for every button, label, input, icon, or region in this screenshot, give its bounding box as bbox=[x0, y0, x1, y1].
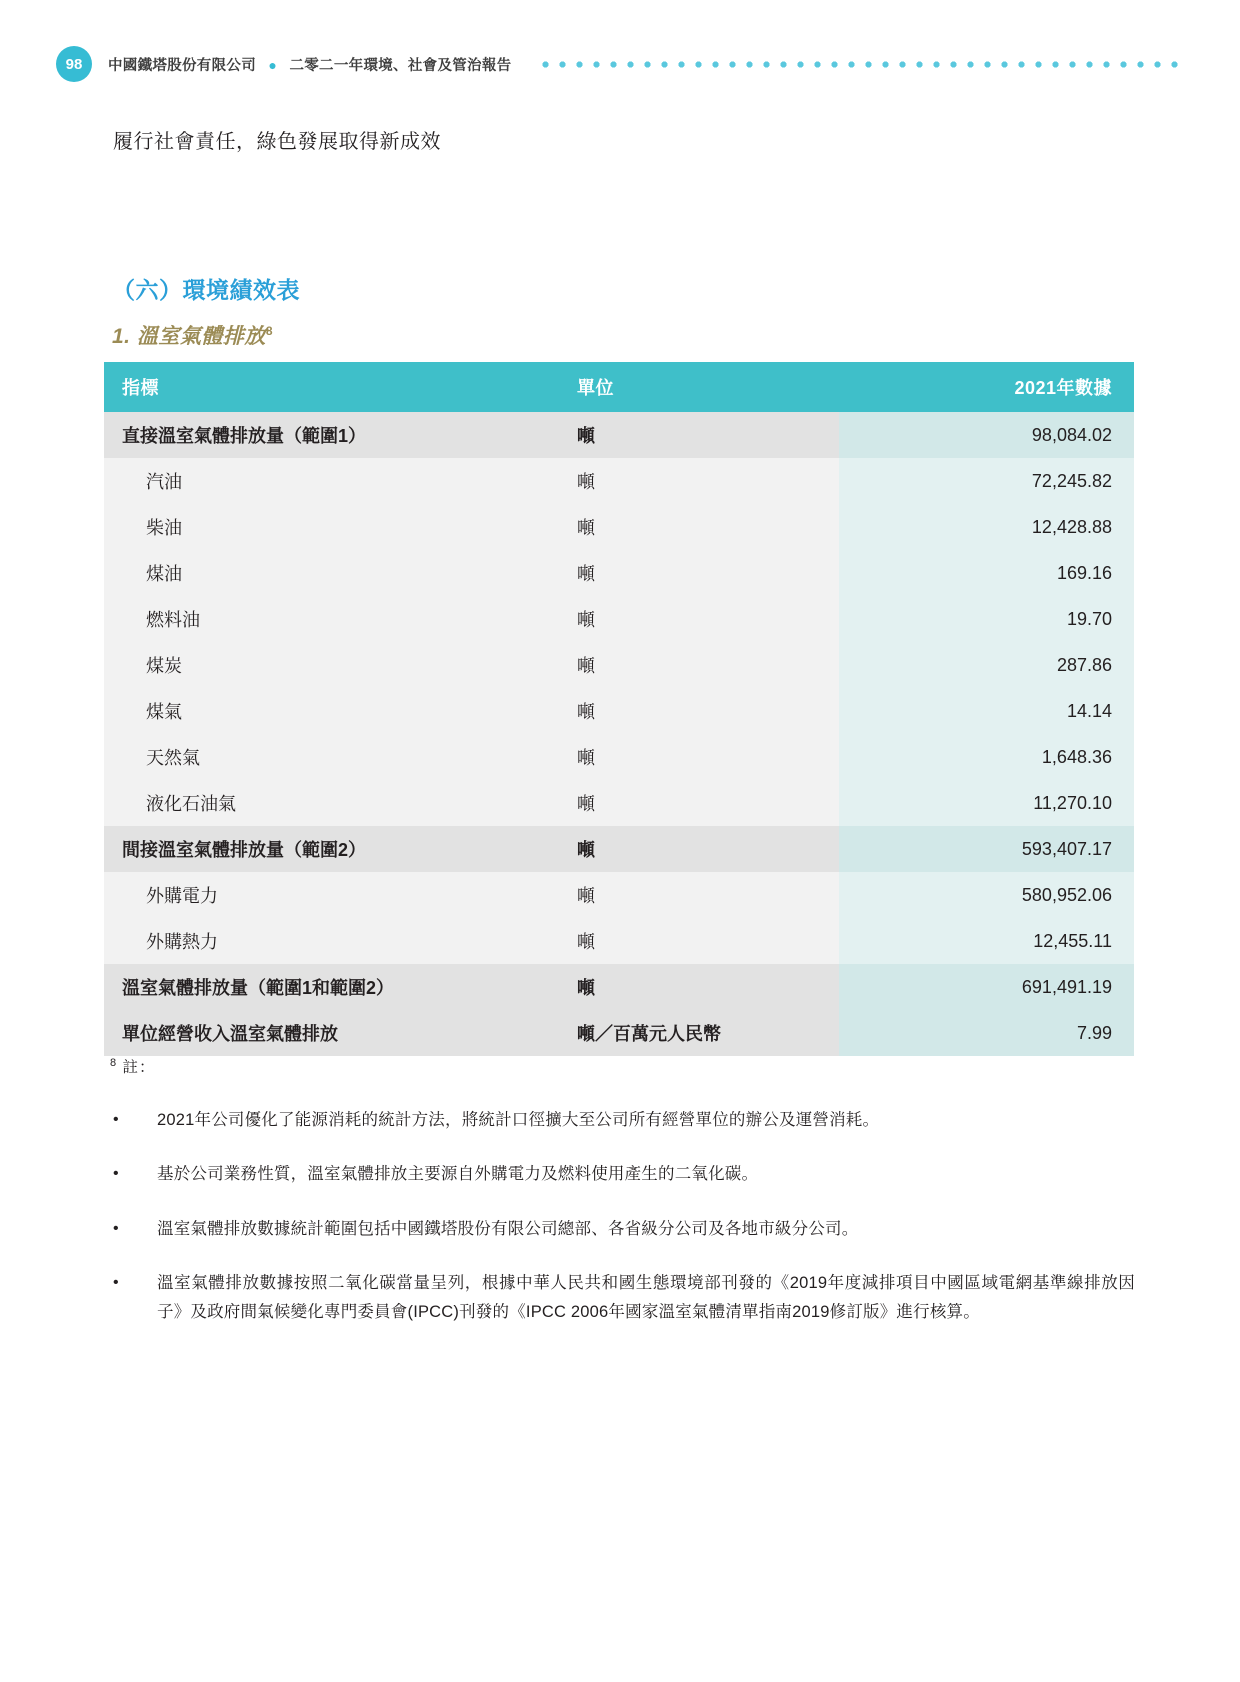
cell-indicator: 柴油 bbox=[104, 504, 559, 550]
section-heading: （六）環境績效表 bbox=[112, 277, 300, 303]
bullet-icon: • bbox=[113, 1274, 119, 1292]
footnote-text: 基於公司業務性質，溫室氣體排放主要源自外購電力及燃料使用產生的二氧化碳。 bbox=[157, 1165, 759, 1184]
column-header-indicator: 指標 bbox=[104, 362, 559, 412]
cell-value: 287.86 bbox=[839, 642, 1134, 688]
cell-indicator: 煤炭 bbox=[104, 642, 559, 688]
sub-heading-footnote-marker: 8 bbox=[265, 324, 274, 338]
table-row bbox=[104, 550, 1134, 596]
cell-indicator: 燃料油 bbox=[104, 596, 559, 642]
cell-value: 691,491.19 bbox=[839, 964, 1134, 1010]
table-row bbox=[104, 872, 1134, 918]
cell-value: 593,407.17 bbox=[839, 826, 1134, 872]
cell-indicator: 汽油 bbox=[104, 458, 559, 504]
running-title: 履行社會責任，綠色發展取得新成效 bbox=[113, 131, 441, 153]
cell-unit: 噸 bbox=[559, 918, 839, 964]
cell-unit: 噸 bbox=[559, 964, 839, 1010]
cell-value: 12,428.88 bbox=[839, 504, 1134, 550]
sub-heading bbox=[112, 320, 273, 350]
cell-indicator: 間接溫室氣體排放量（範圍2） bbox=[104, 826, 559, 872]
footnote-item bbox=[110, 1106, 1135, 1134]
table-row bbox=[104, 734, 1134, 780]
table-row bbox=[104, 412, 1134, 458]
column-header-value: 2021年數據 bbox=[839, 362, 1134, 412]
cell-value: 12,455.11 bbox=[839, 918, 1134, 964]
table-row bbox=[104, 918, 1134, 964]
footnote-text: 溫室氣體排放數據統計範圍包括中國鐵塔股份有限公司總部、各省級分公司及各地市級分公司。 bbox=[157, 1219, 859, 1238]
table-row bbox=[104, 458, 1134, 504]
table-row bbox=[104, 826, 1134, 872]
cell-value: 98,084.02 bbox=[839, 412, 1134, 458]
sub-heading-label: 1. 溫室氣體排放 bbox=[112, 325, 266, 348]
cell-value: 11,270.10 bbox=[839, 780, 1134, 826]
table-row bbox=[104, 780, 1134, 826]
cell-indicator: 液化石油氣 bbox=[104, 780, 559, 826]
cell-value: 7.99 bbox=[839, 1010, 1134, 1056]
header-separator-dot: ● bbox=[268, 56, 278, 73]
table-body bbox=[104, 412, 1134, 1056]
header-company-name: 中國鐵塔股份有限公司 bbox=[108, 57, 256, 74]
cell-value: 14.14 bbox=[839, 688, 1134, 734]
footnote-title bbox=[110, 1055, 155, 1077]
cell-unit: 噸 bbox=[559, 596, 839, 642]
cell-unit: 噸 bbox=[559, 826, 839, 872]
cell-unit: 噸／百萬元人民幣 bbox=[559, 1010, 839, 1056]
cell-indicator: 外購熱力 bbox=[104, 918, 559, 964]
header-company-report bbox=[108, 54, 511, 75]
table-row bbox=[104, 504, 1134, 550]
cell-unit: 噸 bbox=[559, 734, 839, 780]
cell-unit: 噸 bbox=[559, 688, 839, 734]
footnote-item bbox=[110, 1160, 1135, 1188]
table-row bbox=[104, 688, 1134, 734]
column-header-unit: 單位 bbox=[559, 362, 839, 412]
cell-indicator: 天然氣 bbox=[104, 734, 559, 780]
table-header-row bbox=[104, 362, 1134, 412]
bullet-icon: • bbox=[113, 1165, 119, 1183]
cell-value: 72,245.82 bbox=[839, 458, 1134, 504]
bullet-icon: • bbox=[113, 1111, 119, 1128]
cell-unit: 噸 bbox=[559, 504, 839, 550]
cell-value: 580,952.06 bbox=[839, 872, 1134, 918]
cell-indicator: 煤油 bbox=[104, 550, 559, 596]
cell-unit: 噸 bbox=[559, 642, 839, 688]
cell-unit: 噸 bbox=[559, 550, 839, 596]
footnote-item bbox=[110, 1215, 1135, 1243]
environmental-performance-table bbox=[104, 362, 1134, 1056]
footnote-list bbox=[110, 1106, 1135, 1352]
page-header bbox=[56, 46, 1184, 82]
page-number-badge: 98 bbox=[56, 46, 92, 82]
cell-unit: 噸 bbox=[559, 780, 839, 826]
table-row bbox=[104, 964, 1134, 1010]
cell-value: 1,648.36 bbox=[839, 734, 1134, 780]
footnote-text: 溫室氣體排放數據按照二氧化碳當量呈列，根據中華人民共和國生態環境部刊發的《2019年度減排項目中國區域電網基準線排放因子》及政府間氣候變化專門委員會(IPCC)刊發的《IPCC 2006年國家溫室氣體清單指南2019修訂版》進行核算。 bbox=[157, 1274, 1135, 1321]
cell-unit: 噸 bbox=[559, 458, 839, 504]
footnote-item bbox=[110, 1269, 1135, 1326]
cell-indicator: 直接溫室氣體排放量（範圍1） bbox=[104, 412, 559, 458]
cell-indicator: 外購電力 bbox=[104, 872, 559, 918]
cell-unit: 噸 bbox=[559, 872, 839, 918]
footnote-text: 2021年公司優化了能源消耗的統計方法，將統計口徑擴大至公司所有經營單位的辦公及運營消耗。 bbox=[157, 1111, 880, 1129]
table-row bbox=[104, 642, 1134, 688]
header-report-title: 二零二一年環境、社會及管治報告 bbox=[289, 57, 512, 74]
footnote-title-label: 註： bbox=[122, 1059, 156, 1076]
cell-unit: 噸 bbox=[559, 412, 839, 458]
header-dotted-rule bbox=[537, 61, 1184, 68]
cell-value: 169.16 bbox=[839, 550, 1134, 596]
cell-indicator: 單位經營收入溫室氣體排放 bbox=[104, 1010, 559, 1056]
bullet-icon: • bbox=[113, 1219, 119, 1237]
cell-value: 19.70 bbox=[839, 596, 1134, 642]
cell-indicator: 煤氣 bbox=[104, 688, 559, 734]
footnote-marker: 8 bbox=[110, 1056, 118, 1069]
cell-indicator: 溫室氣體排放量（範圍1和範圍2） bbox=[104, 964, 559, 1010]
table-row bbox=[104, 1010, 1134, 1056]
table-row bbox=[104, 596, 1134, 642]
